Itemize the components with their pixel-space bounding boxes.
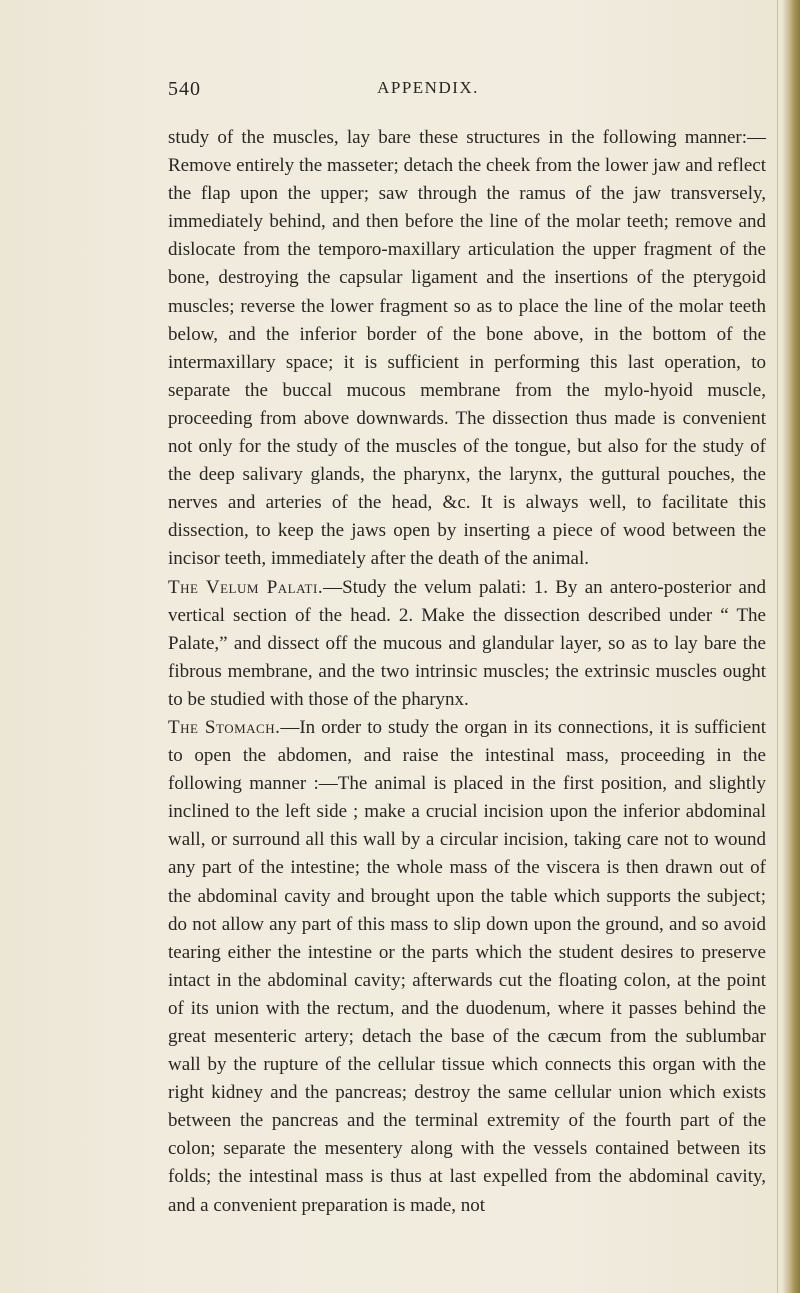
section-heading: The Velum Palati. bbox=[168, 576, 324, 598]
page-header bbox=[168, 78, 688, 108]
running-head: APPENDIX. bbox=[377, 78, 479, 97]
page-number: 540 bbox=[168, 78, 201, 100]
paragraph-text: —Study the velum palati: 1. By an antero-posterior and vertical section of the head. 2. Make the dissection described under “ The Palate,” and dissect off the mucous and glandular layer, so as to lay bare the fibrous membrane, and the two intrinsic muscles; the extrinsic muscles ought to be studied with those of the pharynx. bbox=[168, 576, 766, 710]
body-text bbox=[168, 124, 766, 1220]
section-heading: The Stomach. bbox=[168, 716, 281, 738]
edge-line bbox=[777, 0, 778, 1293]
paragraph bbox=[168, 574, 766, 714]
paragraph-text: —In order to study the organ in its connections, it is sufficient to open the abdomen, and raise the intestinal mass, proceeding in the following manner :—The animal is placed in the first position, and slightly inclined to the left side ; make a crucial incision upon the inferior abdominal wall, or surround all this wall by a circular incision, taking care not to wound any part of the intestine; the whole mass of the viscera is then drawn out of the abdominal cavity and brought upon the table which supports the subject; do not allow any part of this mass to slip down upon the ground, and so avoid tearing either the intestine or the parts which the student desires to preserve intact in the abdominal cavity; afterwards cut the floating colon, at the point of its union with the rectum, and the duodenum, where it passes behind the great mesenteric artery; detach the base of the cæcum from the sublumbar wall by the rupture of the cellular tissue which connects this organ with the right kidney and the pancreas; destroy the same cellular union which exists between the pancreas and the terminal extremity of the fourth part of the colon; separate the mesentery along with the vessels contained between its folds; the intestinal mass is thus at last expelled from the abdominal cavity, and a convenient preparation is made, not bbox=[168, 716, 766, 1216]
page-edge bbox=[782, 0, 800, 1293]
paragraph bbox=[168, 124, 766, 574]
paragraph-text: study of the muscles, lay bare these structures in the following manner:— Remove entirely the masseter; detach the cheek from the lower jaw and reflect the flap upon the upper; saw through the ramus of the jaw transversely, immediately behind, and then before the line of the molar teeth; remove and dislocate from the temporo-maxillary articulation the upper fragment of the bone, destroying the capsular ligament and the insertions of the pterygoid muscles; reverse the lower fragment so as to place the line of the molar teeth below, and the inferior border of the bone above, in the bottom of the intermaxillary space; it is sufficient in performing this last operation, to separate the buccal mucous membrane from the mylo-hyoid muscle, proceeding from above downwards. The dissection thus made is convenient not only for the study of the muscles of the tongue, but also for the study of the deep salivary glands, the pharynx, the larynx, the guttural pouches, the nerves and arteries of the head, &c. It is always well, to facilitate this dissection, to keep the jaws open by inserting a piece of wood between the incisor teeth, immediately after the death of the animal. bbox=[168, 127, 766, 570]
paragraph bbox=[168, 714, 766, 1220]
